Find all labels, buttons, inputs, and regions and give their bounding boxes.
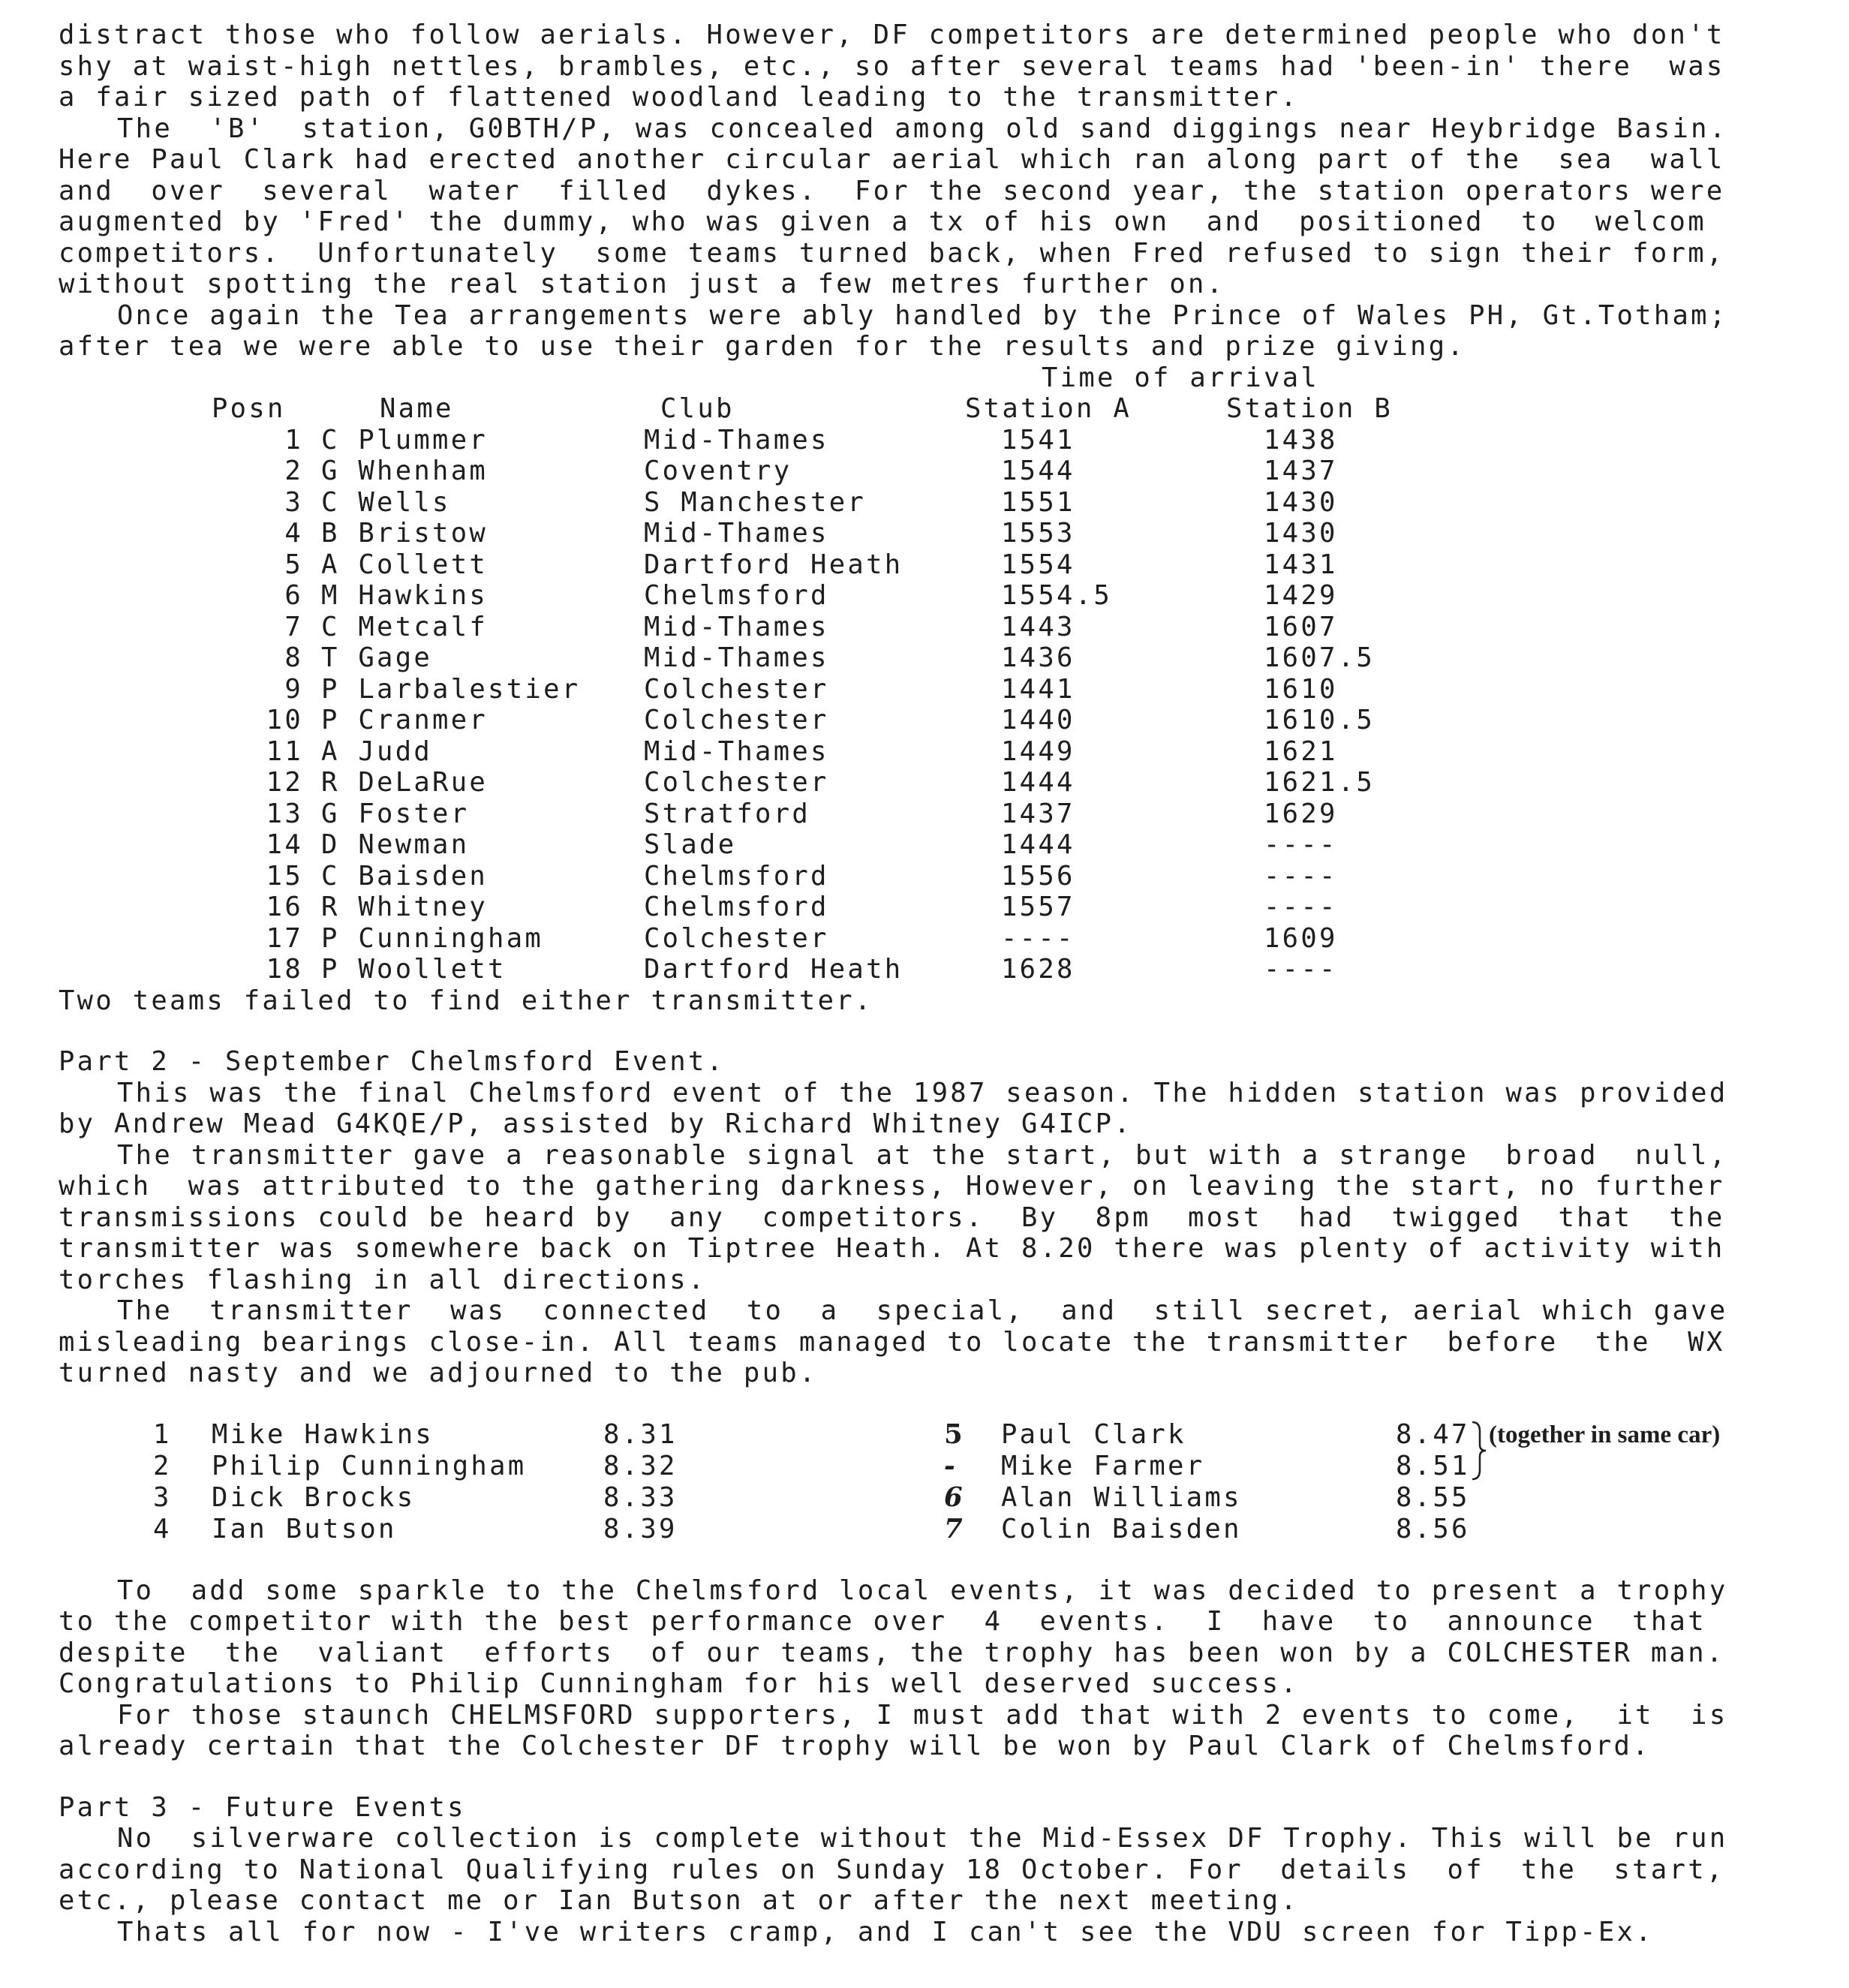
result-club: Mid-Thames [644, 518, 829, 549]
station-a-time: 1554.5 [1001, 580, 1113, 611]
result-club: Slade [644, 829, 737, 860]
station-b-header: Station B [1226, 393, 1394, 424]
station-b-time: 1438 [1264, 424, 1338, 456]
station-b-time: 1607.5 [1264, 642, 1375, 673]
result-club: Mid-Thames [644, 424, 829, 456]
text-line: augmented by 'Fred' the dummy, who was given a tx of his own and positioned to welcom [59, 206, 1706, 237]
result-name: R DeLaRue [321, 767, 489, 798]
result-time: 8.33 [603, 1481, 678, 1513]
station-b-time: ---- [1264, 954, 1338, 985]
text-line: competitors. Unfortunately some teams turned back, when Fred refused to sign their form, [59, 237, 1725, 269]
result-pos: 4 [153, 1513, 172, 1544]
result-name: Mike Farmer [1001, 1450, 1205, 1481]
text-line: misleading bearings close-in. All teams managed to locate the transmitter before the WX [59, 1326, 1725, 1358]
result-time: 8.55 [1396, 1481, 1470, 1513]
result-name: P Cunningham [321, 922, 544, 954]
table-row [59, 456, 1754, 487]
table-row [59, 674, 1754, 705]
table-row [59, 892, 1754, 923]
result-club: Colchester [644, 922, 829, 954]
club-header: Club [660, 393, 735, 424]
station-a-time: ---- [1001, 922, 1075, 954]
text-line: and over several water filled dykes. For the second year, the station operators were [59, 175, 1725, 206]
result-club: Colchester [644, 705, 829, 735]
result-pos: 6 [284, 580, 303, 611]
text-line: torches flashing in all directions. [59, 1264, 707, 1295]
newsletter-page [59, 20, 1754, 1947]
station-a-time: 1437 [1001, 798, 1075, 829]
result-club: Chelmsford [644, 860, 829, 892]
table-super-header [59, 362, 1754, 394]
result-name: Philip Cunningham [212, 1450, 527, 1481]
station-b-time: 1621 [1264, 735, 1338, 767]
text-line: For those staunch CHELMSFORD supporters, I must add that with 2 events to come, it is [117, 1699, 1728, 1731]
result-pos-handwritten: 6 [944, 1481, 963, 1513]
result-club: Coventry [644, 456, 792, 486]
result-pos: 10 [266, 705, 303, 735]
result-name: M Hawkins [321, 580, 489, 611]
result-row [59, 1451, 1754, 1482]
result-name: A Judd [321, 735, 433, 767]
result-name: P Cranmer [321, 705, 489, 735]
result-name: Dick Brocks [212, 1481, 416, 1513]
station-a-header: Station A [965, 393, 1132, 424]
result-club: Mid-Thames [644, 611, 829, 642]
text-line: The 'B' station, G0BTH/P, was concealed among old sand diggings near Heybridge Basin. [117, 113, 1728, 144]
result-pos: 5 [284, 549, 303, 580]
result-name: T Gage [321, 642, 433, 673]
text-line: without spotting the real station just a few metres further on. [59, 269, 1225, 299]
result-name: C Plummer [321, 424, 489, 456]
name-header: Name [380, 393, 454, 424]
text-line: transmissions could be heard by any competitors. By 8pm most had twigged that the [59, 1202, 1725, 1233]
station-a-time: 1444 [1001, 829, 1075, 860]
result-pos: 9 [284, 673, 303, 705]
station-b-time: 1621.5 [1264, 767, 1375, 798]
result-name: G Whenham [321, 456, 489, 486]
table-body [59, 425, 1754, 985]
result-row [59, 1514, 1754, 1545]
text-line: by Andrew Mead G4KQE/P, assisted by Richard Whitney G4ICP. [59, 1108, 1133, 1139]
part-2-section [59, 1046, 1754, 1762]
text-line: already certain that the Colchester DF trophy will be won by Paul Clark of Chelmsford. [59, 1731, 1651, 1761]
result-club: Colchester [644, 673, 829, 705]
station-a-time: 1444 [1001, 767, 1075, 798]
text-line: distract those who follow aerials. However, DF competitors are determined people who don't [59, 20, 1725, 50]
text-line: No silverware collection is complete without the Mid-Essex DF Trophy. This will be run [117, 1823, 1728, 1854]
result-time: 8.32 [603, 1450, 678, 1481]
result-club: Colchester [644, 767, 829, 798]
result-pos: 17 [266, 922, 303, 954]
result-pos: 4 [284, 518, 303, 549]
result-name: D Newman [321, 829, 470, 860]
text-line: turned nasty and we adjourned to the pub. [59, 1358, 818, 1388]
result-pos: 16 [266, 892, 303, 922]
result-pos: 3 [284, 486, 303, 518]
table-row [59, 923, 1754, 955]
station-b-time: 1629 [1264, 798, 1338, 829]
result-name: Colin Baisden [1001, 1513, 1242, 1544]
result-pos: 8 [284, 642, 303, 673]
result-pos: 14 [266, 829, 303, 860]
table-row [59, 642, 1754, 674]
result-club: S Manchester [644, 486, 867, 518]
table-row [59, 580, 1754, 612]
result-pos-handwritten: - [944, 1450, 955, 1481]
text-line: To add some sparkle to the Chelmsford local events, it was decided to present a trophy [117, 1574, 1728, 1606]
result-name: P Woollett [321, 954, 507, 985]
time-of-arrival-header: Time of arrival [1042, 362, 1320, 393]
result-name: R Whitney [321, 892, 489, 922]
result-time: 8.31 [603, 1418, 678, 1450]
table-row [59, 799, 1754, 830]
text-line: a fair sized path of flattened woodland leading to the transmitter. [59, 82, 1300, 113]
station-b-time: 1607 [1264, 611, 1338, 642]
intro-section [59, 20, 1754, 362]
result-name: Ian Butson [212, 1513, 397, 1544]
table-row [59, 736, 1754, 768]
result-row [59, 1419, 1754, 1451]
text-line: Once again the Tea arrangements were ably handled by the Prince of Wales PH, Gt.Totham; [117, 299, 1728, 331]
station-b-time: ---- [1264, 829, 1338, 860]
result-pos: 2 [153, 1450, 172, 1481]
text-line: The transmitter gave a reasonable signal at the start, but with a strange broad null, [117, 1139, 1728, 1171]
result-pos: 12 [266, 767, 303, 798]
result-club: Chelmsford [644, 892, 829, 922]
result-pos: 1 [153, 1418, 172, 1450]
result-name: C Metcalf [321, 611, 489, 642]
part-3-section [59, 1792, 1754, 1948]
table-row [59, 954, 1754, 985]
result-pos: 2 [284, 456, 303, 486]
station-b-time: 1431 [1264, 549, 1338, 580]
table-row [59, 861, 1754, 892]
result-club: Mid-Thames [644, 642, 829, 673]
result-pos: 18 [266, 954, 303, 985]
result-name: Paul Clark [1001, 1418, 1186, 1450]
text-line: after tea we were able to use their garden for the results and prize giving. [59, 331, 1466, 362]
table-row [59, 425, 1754, 456]
result-time: 8.56 [1396, 1513, 1470, 1544]
station-b-time: ---- [1264, 892, 1338, 922]
result-pos: 11 [266, 735, 303, 767]
result-pos: 7 [284, 611, 303, 642]
result-row [59, 1482, 1754, 1514]
result-pos: 3 [153, 1481, 172, 1513]
text-line: to the competitor with the best performance over 4 events. I have to announce that [59, 1606, 1706, 1637]
text-line: The transmitter was connected to a special, and still secret, aerial which gave [117, 1295, 1728, 1326]
station-b-time: 1610 [1264, 673, 1338, 705]
station-a-time: 1628 [1001, 954, 1075, 985]
result-pos-handwritten: 5 [944, 1418, 963, 1450]
text-line: This was the final Chelmsford event of the 1987 season. The hidden station was provided [117, 1077, 1728, 1108]
result-club: Dartford Heath [644, 549, 903, 580]
text-line: etc., please contact me or Ian Butson at or after the next meeting. [59, 1885, 1300, 1916]
result-pos-handwritten: 7 [944, 1513, 963, 1544]
results-table-b-station [59, 362, 1754, 1017]
station-a-time: 1443 [1001, 611, 1075, 642]
station-a-time: 1449 [1001, 735, 1075, 767]
table-row [59, 705, 1754, 736]
results-table-chelmsford [59, 1419, 1754, 1545]
station-a-time: 1436 [1001, 642, 1075, 673]
section-heading: Part 3 - Future Events [59, 1791, 466, 1823]
text-line: Congratulations to Philip Cunningham for his well deserved success. [59, 1668, 1300, 1699]
station-a-time: 1556 [1001, 860, 1075, 892]
handwritten-note: (together in same car) [1489, 1421, 1721, 1448]
station-b-time: 1610.5 [1264, 705, 1375, 735]
table-row [59, 767, 1754, 799]
station-b-time: 1430 [1264, 486, 1338, 518]
station-a-time: 1440 [1001, 705, 1075, 735]
station-b-time: 1609 [1264, 922, 1338, 954]
station-b-time: 1429 [1264, 580, 1338, 611]
table-row [59, 612, 1754, 643]
text-line: transmitter was somewhere back on Tiptree Heath. At 8.20 there was plenty of activity with [59, 1233, 1725, 1264]
table-row [59, 518, 1754, 549]
text-line: according to National Qualifying rules on Sunday 18 October. For details of the start, [59, 1854, 1725, 1885]
station-a-time: 1544 [1001, 456, 1075, 486]
result-name: B Bristow [321, 518, 489, 549]
station-b-time: 1437 [1264, 456, 1338, 486]
result-time: 8.51 [1396, 1450, 1470, 1481]
result-name: P Larbalestier [321, 673, 581, 705]
result-pos: 13 [266, 798, 303, 829]
result-time: 8.39 [603, 1513, 678, 1544]
station-a-time: 1553 [1001, 518, 1075, 549]
text-line: which was attributed to the gathering darkness, However, on leaving the start, no further [59, 1171, 1725, 1202]
text-line: Here Paul Clark had erected another circular aerial which ran along part of the sea wall [59, 144, 1725, 175]
result-name: Alan Williams [1001, 1481, 1242, 1513]
table-row [59, 829, 1754, 861]
text-line: shy at waist-high nettles, brambles, etc., so after several teams had 'been-in' there was [59, 50, 1725, 82]
result-pos: 1 [284, 424, 303, 456]
table-row [59, 487, 1754, 519]
result-name: C Baisden [321, 860, 489, 892]
table-header-row [59, 393, 1754, 425]
posn-header: Posn [212, 393, 286, 424]
text-line: despite the valiant efforts of our teams, the trophy has been won by a COLCHESTER man. [59, 1637, 1725, 1668]
result-name: Mike Hawkins [212, 1418, 434, 1450]
result-name: G Foster [321, 798, 470, 829]
result-time: 8.47 [1396, 1418, 1470, 1450]
station-a-time: 1441 [1001, 673, 1075, 705]
station-a-time: 1554 [1001, 549, 1075, 580]
station-b-time: ---- [1264, 860, 1338, 892]
result-club: Chelmsford [644, 580, 829, 611]
station-a-time: 1557 [1001, 892, 1075, 922]
result-name: C Wells [321, 486, 451, 518]
result-pos: 15 [266, 860, 303, 892]
table-footer-note: Two teams failed to find either transmitter. [59, 985, 873, 1016]
result-name: A Collett [321, 549, 489, 580]
text-line: Thats all for now - I've writers cramp, and I can't see the VDU screen for Tipp-Ex. [117, 1916, 1654, 1947]
station-a-time: 1541 [1001, 424, 1075, 456]
result-club: Stratford [644, 798, 811, 829]
section-heading: Part 2 - September Chelmsford Event. [59, 1046, 726, 1077]
result-club: Dartford Heath [644, 954, 903, 985]
station-b-time: 1430 [1264, 518, 1338, 549]
result-club: Mid-Thames [644, 735, 829, 767]
table-row [59, 549, 1754, 581]
station-a-time: 1551 [1001, 486, 1075, 518]
